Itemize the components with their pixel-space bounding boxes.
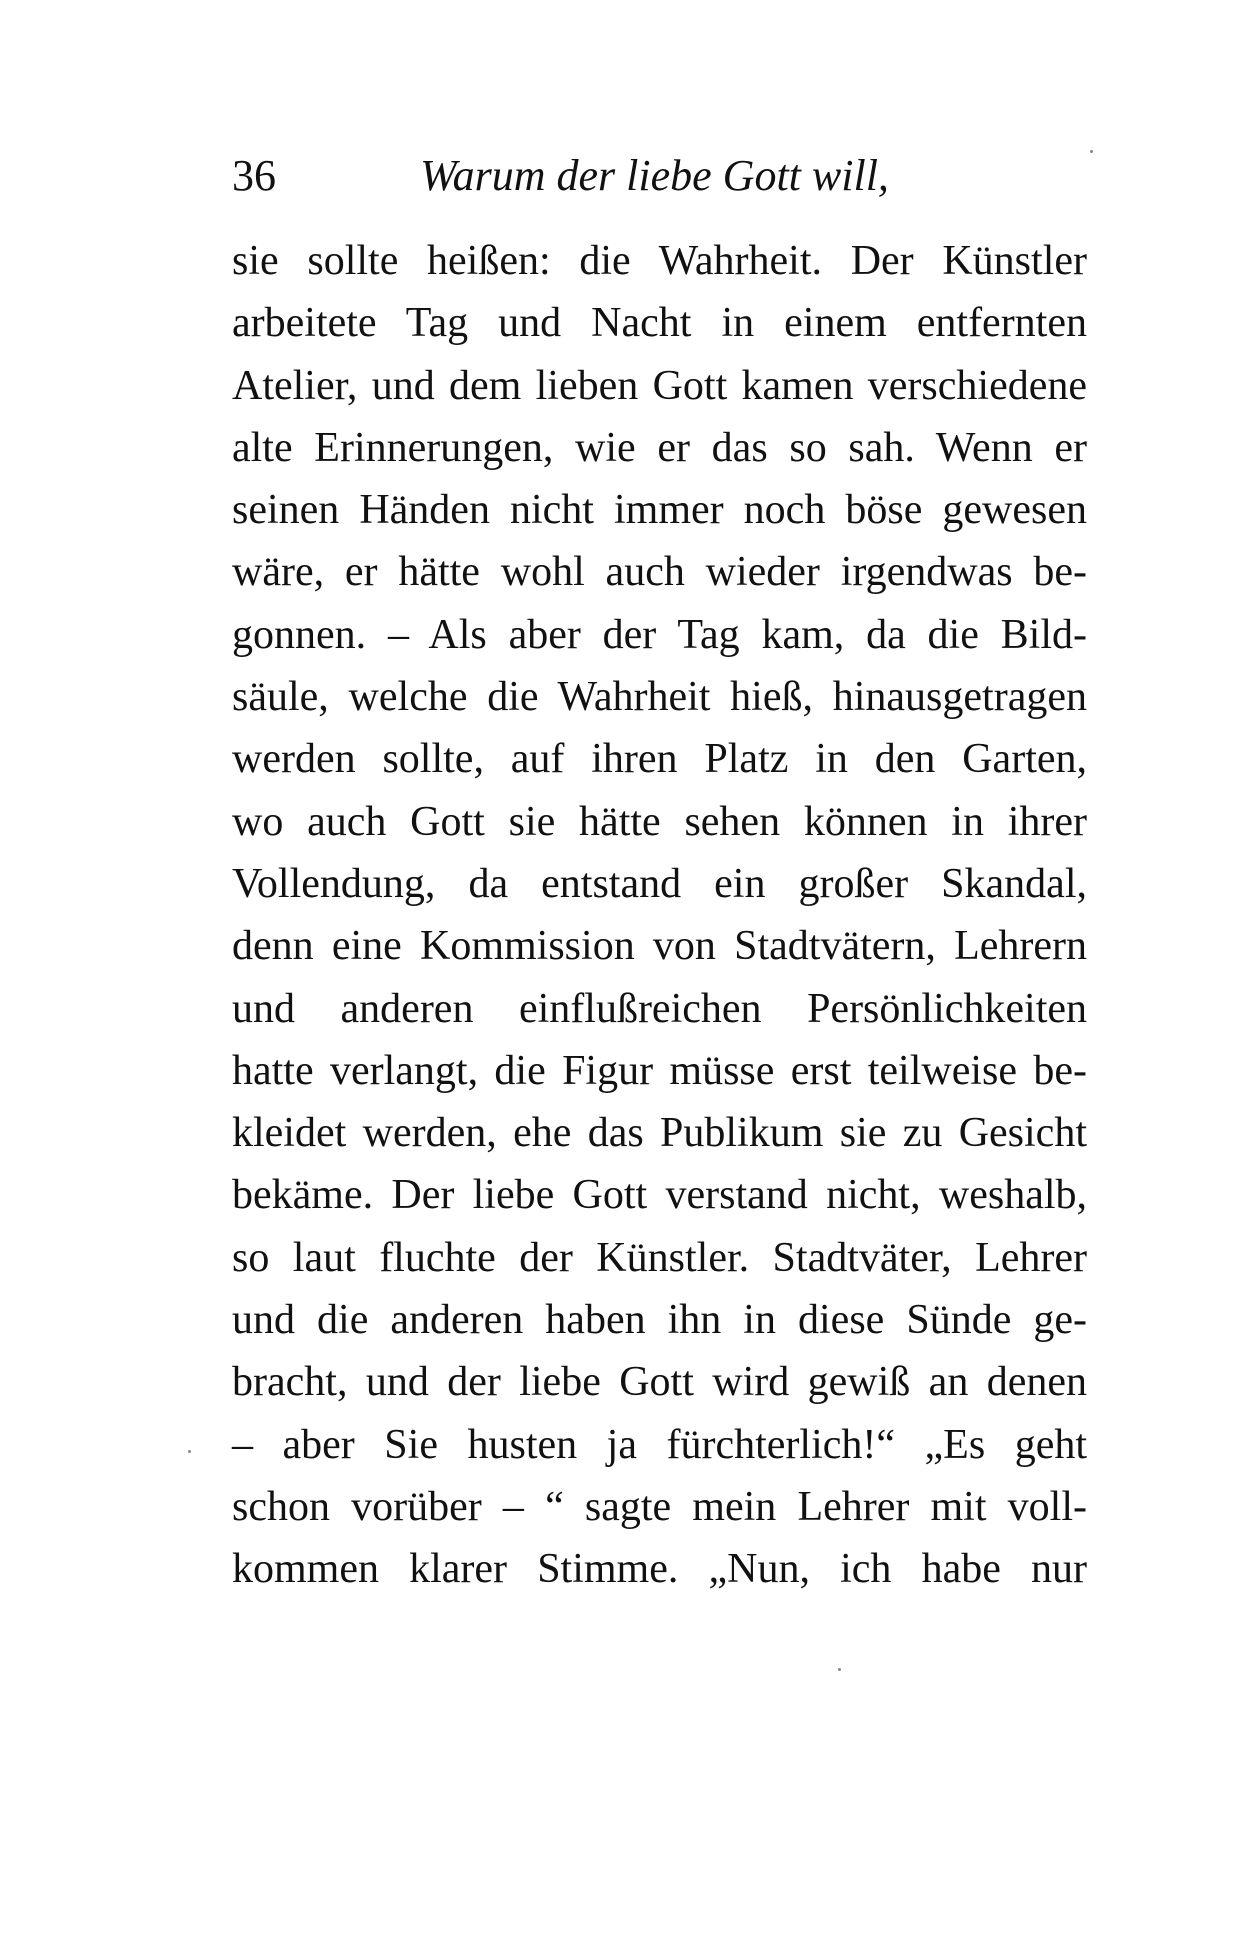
text-line: wäre, er hätte wohl auch wieder irgendwas be- xyxy=(232,549,1087,596)
text-line: werden sollte, auf ihren Platz in den Garten, xyxy=(232,736,1087,783)
text-line: säule, welche die Wahrheit hieß, hinausgetragen xyxy=(232,674,1087,721)
text-line: und anderen einflußreichen Persönlichkeiten xyxy=(232,985,1087,1032)
text-line: seinen Händen nicht immer noch böse gewesen xyxy=(232,487,1087,534)
text-line: bracht, und der liebe Gott wird gewiß an denen xyxy=(232,1359,1087,1406)
scan-speck xyxy=(1090,150,1093,153)
running-title: Warum der liebe Gott will, xyxy=(420,151,889,200)
text-line: hatte verlangt, die Figur müsse erst teilweise be- xyxy=(232,1047,1087,1094)
text-line: sie sollte heißen: die Wahrheit. Der Künstler xyxy=(232,238,1087,284)
text-line: gonnen. – Als aber der Tag kam, da die Bild- xyxy=(232,611,1087,658)
text-line: bekäme. Der liebe Gott verstand nicht, weshalb, xyxy=(232,1172,1087,1219)
text-line: und die anderen haben ihn in diese Sünde ge- xyxy=(232,1297,1087,1344)
page-number: 36 xyxy=(232,151,276,200)
text-line: Atelier, und dem lieben Gott kamen verschiedene xyxy=(232,362,1087,409)
text-line: kleidet werden, ehe das Publikum sie zu Gesicht xyxy=(232,1110,1087,1157)
text-line: arbeitete Tag und Nacht in einem entfernten xyxy=(232,300,1087,347)
text-line: so laut fluchte der Künstler. Stadtväter, Lehrer xyxy=(232,1234,1087,1281)
body-text xyxy=(232,230,1087,1601)
text-line: schon vorüber – “ sagte mein Lehrer mit voll- xyxy=(232,1483,1087,1530)
text-line: denn eine Kommission von Stadtvätern, Lehrern xyxy=(232,923,1087,970)
text-line: Vollendung, da entstand ein großer Skandal, xyxy=(232,860,1087,907)
text-line: kommen klarer Stimme. „Nun, ich habe nur xyxy=(232,1546,1087,1593)
scan-speck xyxy=(838,1668,841,1671)
text-line: alte Erinnerungen, wie er das so sah. Wenn er xyxy=(232,424,1087,471)
scan-speck xyxy=(188,1450,191,1453)
text-line: – aber Sie husten ja fürchterlich!“ „Es geht xyxy=(232,1421,1087,1468)
page-header xyxy=(232,146,1092,206)
text-line: wo auch Gott sie hätte sehen können in ihrer xyxy=(232,798,1087,845)
